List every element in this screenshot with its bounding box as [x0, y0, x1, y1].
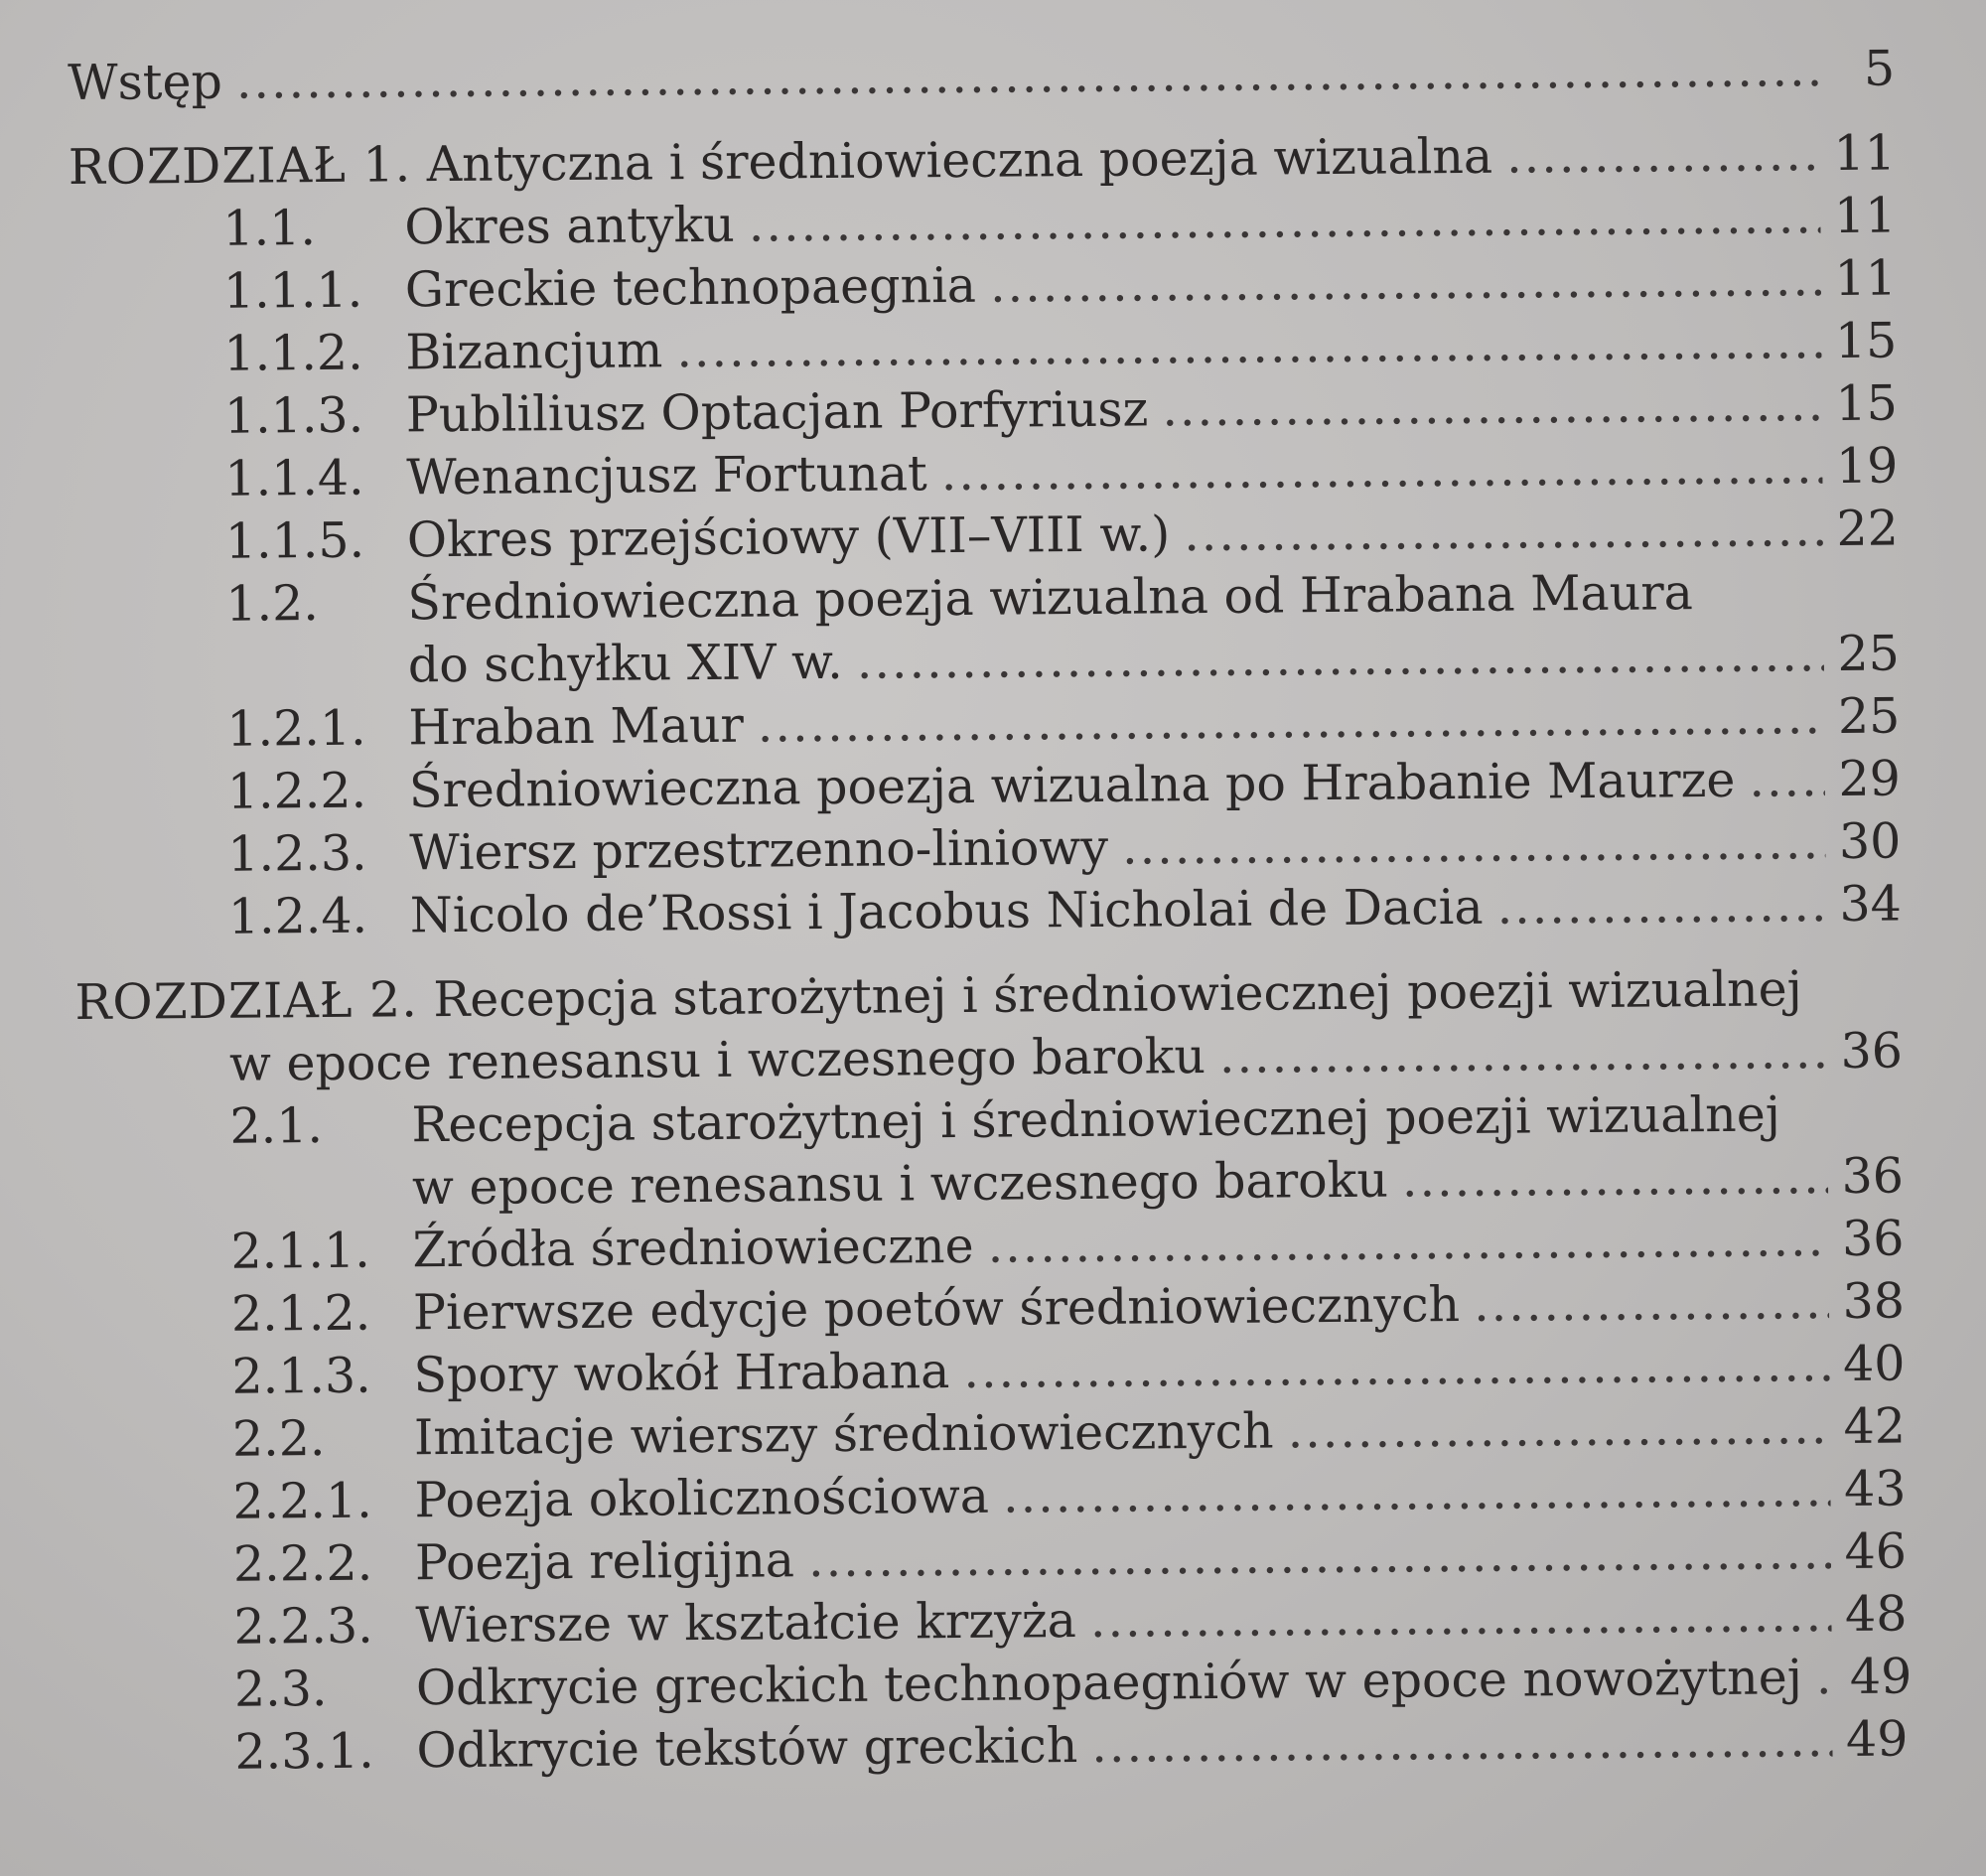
section-title-continued: w epoce renesansu i wczesnego baroku [411, 1151, 1389, 1217]
section-number: 1.1.3. [223, 386, 364, 445]
section-title: Okres antyku [404, 196, 736, 256]
dot-leader [236, 38, 1820, 113]
dot-leader [1219, 1020, 1827, 1087]
toc-page-number: 36 [1840, 1022, 1904, 1081]
toc-page-number: 25 [1837, 687, 1901, 746]
section-number: 1.2.4. [227, 887, 368, 945]
dot-leader [990, 247, 1821, 317]
toc-page-number: 36 [1841, 1147, 1905, 1206]
dot-leader [987, 1208, 1828, 1277]
section-title: Wenancjusz Fortunat [406, 445, 927, 506]
section-number: 1.2.1. [226, 699, 366, 758]
toc-page-number: 43 [1843, 1460, 1907, 1517]
dot-leader [1162, 372, 1822, 440]
toc-entry[interactable] [68, 38, 1895, 114]
toc-page-number: 19 [1835, 437, 1899, 496]
toc-entry[interactable] [80, 1707, 1908, 1784]
section-number: 2.1.3. [231, 1347, 371, 1405]
toc-entry[interactable] [75, 1082, 1904, 1222]
section-title: Imitacje wierszy średniowiecznych [413, 1402, 1274, 1467]
dot-leader [808, 1520, 1831, 1591]
toc-entry[interactable] [74, 873, 1902, 949]
toc-entry[interactable] [74, 957, 1903, 1096]
dot-leader [1749, 748, 1825, 811]
toc-page-number: 49 [1845, 1710, 1909, 1768]
section-number: 1.2.3. [227, 824, 367, 883]
dot-leader [1287, 1395, 1829, 1462]
toc-page-number: 49 [1849, 1648, 1913, 1705]
section-title: Pierwsze edycje poetów średniowiecznych [412, 1276, 1461, 1342]
toc-page-number: 42 [1843, 1397, 1907, 1455]
section-number: 2.1.1. [230, 1222, 370, 1280]
dot-leader [1402, 1145, 1828, 1211]
toc-page-number: 34 [1839, 875, 1903, 934]
toc-page-number: 11 [1834, 249, 1898, 308]
toc-title: Wstęp [68, 53, 223, 111]
section-number: 1.1.5. [224, 511, 365, 570]
section-title: Odkrycie greckich technopaegniów w epoce nowożytnej [415, 1649, 1803, 1717]
section-number: 1.1.1. [222, 261, 363, 320]
chapter-title: Antyczna i średniowieczna poezja wizualna [426, 127, 1493, 194]
section-number: 1.1.2. [223, 324, 363, 382]
section-number: 2.2.2. [232, 1534, 373, 1593]
section-title: Średniowieczna poezja wizualna po Hrabanie Maurze [408, 751, 1736, 819]
section-number: 1.2.2. [226, 762, 367, 820]
dot-leader [856, 623, 1823, 693]
section-title: Wiersze w kształcie krzyża [415, 1592, 1077, 1655]
section-title: Średniowieczna poezja wizualna od Hrabana Maura [407, 564, 1694, 632]
dot-leader [963, 1333, 1829, 1402]
section-title: Greckie technopaegnia [404, 256, 977, 319]
section-title: Źródła średniowieczne [412, 1217, 974, 1279]
section-title: Bizancjum [405, 322, 663, 381]
section-title: Poezja okolicznościowa [414, 1467, 990, 1529]
section-title: Spory wokół Hrabana [413, 1343, 950, 1404]
toc-page-number: 40 [1842, 1335, 1906, 1392]
toc-page-number: 25 [1837, 625, 1901, 683]
section-title: Nicolo de’Rossi i Jacobus Nicholai de Dacia [409, 878, 1484, 944]
toc-page-number: 48 [1844, 1585, 1908, 1643]
toc-page-number: 46 [1844, 1522, 1908, 1580]
toc-page-number: 5 [1863, 40, 1896, 97]
section-number: 2.1. [229, 1097, 324, 1155]
dot-leader [758, 685, 1825, 756]
toc-page-number: 22 [1836, 500, 1900, 558]
dot-leader [1090, 1583, 1832, 1652]
dot-leader [1184, 498, 1823, 565]
chapter-title-continued: w epoce renesansu i wczesnego baroku [228, 1028, 1206, 1092]
toc-page-number: 15 [1834, 312, 1898, 370]
section-number: 1.1.4. [224, 449, 364, 507]
section-number: 2.2. [231, 1410, 326, 1468]
dot-leader [1091, 1708, 1832, 1777]
section-title-continued: do schyłku XIV w. [407, 633, 843, 694]
section-number: 2.2.3. [233, 1597, 373, 1656]
toc-page-number: 36 [1841, 1210, 1905, 1268]
section-title: Poezja religijna [414, 1531, 795, 1592]
toc-page-number: 38 [1842, 1272, 1906, 1330]
toc-page-number: 29 [1838, 750, 1902, 808]
dot-leader [1506, 122, 1820, 187]
section-number: 1.2. [225, 575, 320, 633]
table-of-contents [68, 38, 1913, 1785]
toc-page-number: 11 [1833, 187, 1897, 245]
chapter-title: Recepcja starożytnej i średniowiecznej poezji wizualnej [433, 960, 1803, 1029]
section-title: Okres przejściowy (VII–VIII w.) [406, 505, 1171, 569]
toc-entry[interactable] [71, 560, 1900, 699]
section-title: Odkrycie tekstów greckich [416, 1717, 1078, 1780]
section-number: 2.3. [233, 1660, 328, 1718]
toc-page-number: 11 [1833, 124, 1897, 183]
section-number: 2.2.1. [232, 1472, 372, 1530]
dot-leader [1122, 810, 1825, 879]
dot-leader [749, 185, 1821, 255]
dot-leader [1816, 1646, 1836, 1708]
chapter-label: ROZDZIAŁ 2. [74, 971, 419, 1031]
dot-leader [941, 435, 1823, 505]
dot-leader [1474, 1270, 1829, 1336]
section-number: 2.1.2. [230, 1284, 371, 1343]
section-title: Hraban Maur [408, 696, 745, 757]
toc-page-number: 30 [1838, 812, 1902, 871]
dot-leader [676, 310, 1821, 381]
section-title: Recepcja starożytnej i średniowiecznej poezji wizualnej [411, 1085, 1781, 1154]
section-title: Publiliusz Optacjan Porfyriusz [405, 380, 1149, 444]
dot-leader [1496, 873, 1825, 938]
dot-leader [1003, 1458, 1831, 1527]
toc-page-number: 15 [1835, 374, 1899, 433]
section-number: 1.1. [222, 200, 317, 257]
chapter-label: ROZDZIAŁ 1. [68, 136, 412, 196]
section-number: 2.3.1. [234, 1722, 374, 1781]
section-title: Wiersz przestrzenno-liniowy [409, 818, 1109, 882]
